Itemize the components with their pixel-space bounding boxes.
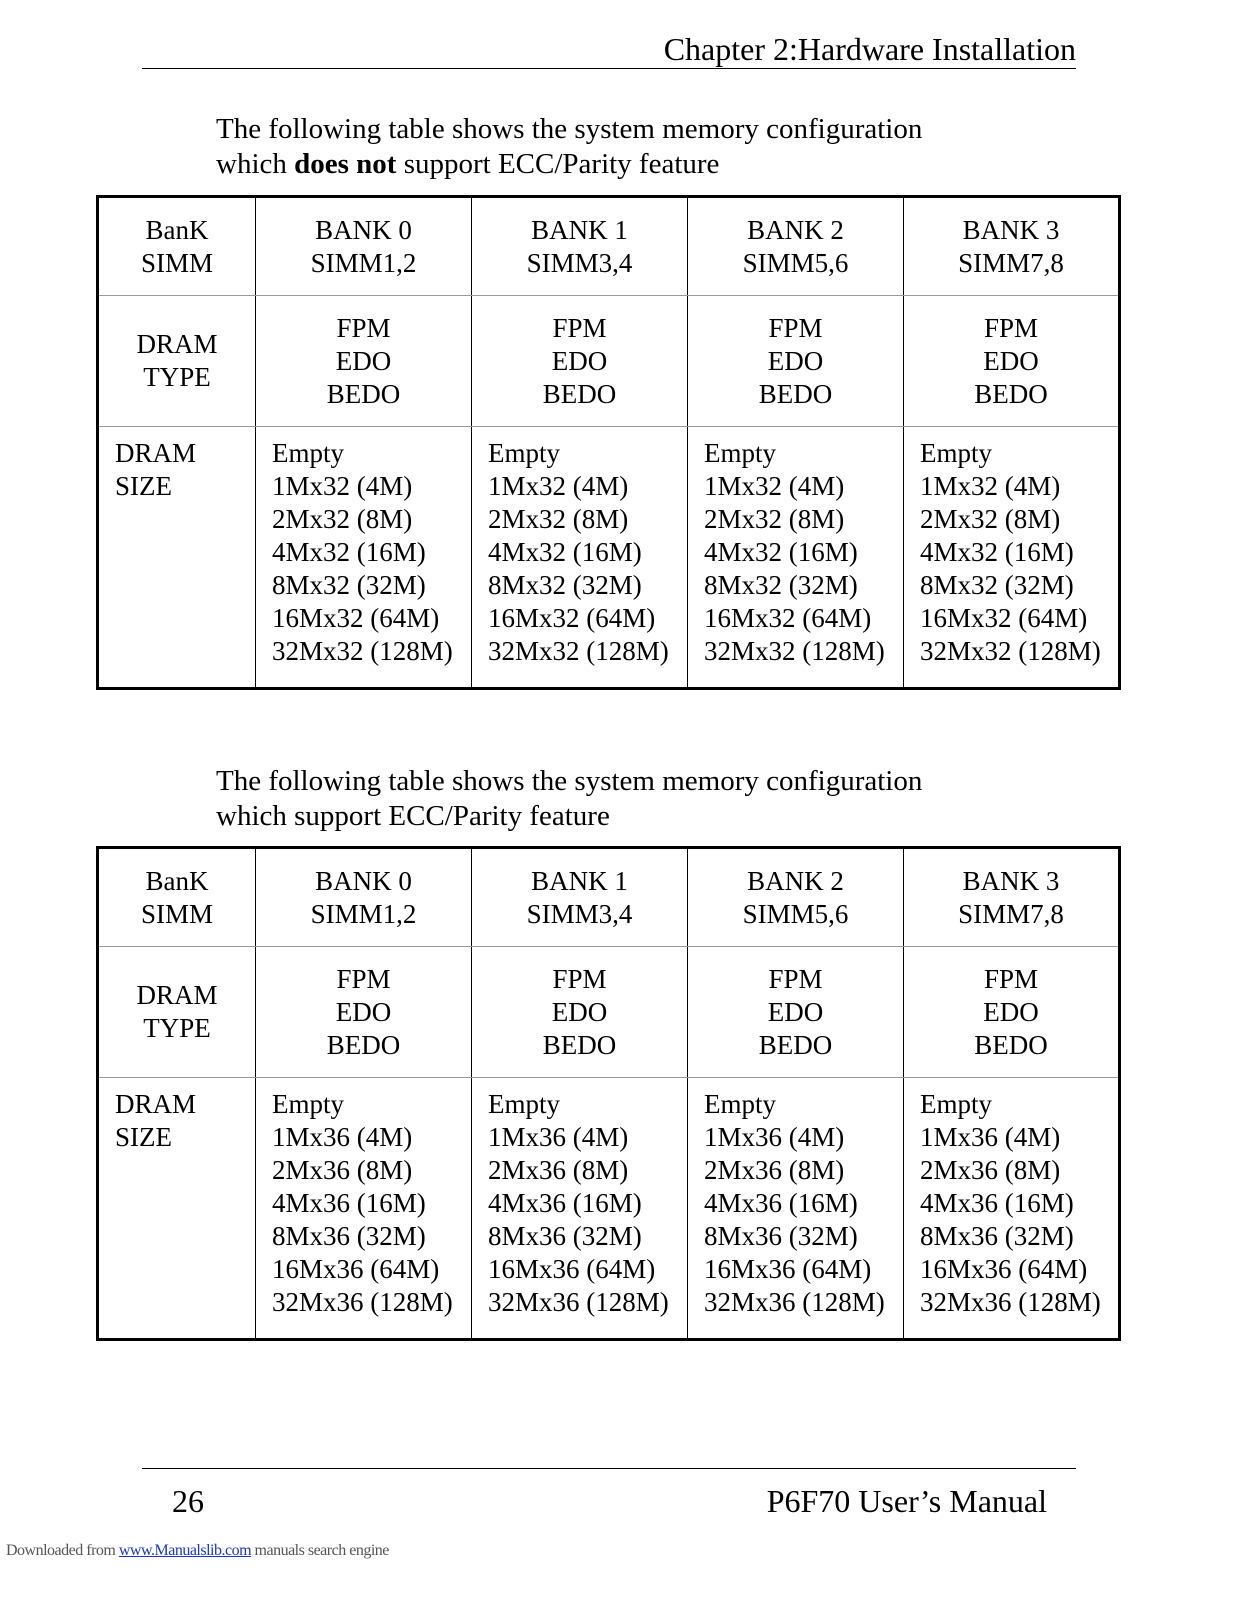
dram-type: BEDO [974, 378, 1048, 409]
dram-size: 16Mx36 (64M) [704, 1254, 872, 1284]
dram-size: 4Mx32 (16M) [704, 537, 858, 567]
intro-line-2-post: support ECC/Parity feature [396, 148, 720, 180]
page-footer-rule [142, 1468, 1076, 1469]
dram-type-cell [688, 296, 904, 427]
dram-size: 1Mx36 (4M) [920, 1122, 1061, 1152]
dram-size: 8Mx36 (32M) [704, 1221, 858, 1251]
dram-size: Empty [488, 438, 560, 468]
dram-size: 16Mx32 (64M) [704, 603, 872, 633]
dram-size: 2Mx36 (8M) [488, 1155, 629, 1185]
source-attribution [6, 1541, 389, 1561]
dram-size: 2Mx32 (8M) [704, 504, 845, 534]
dram-size: 2Mx36 (8M) [704, 1155, 845, 1185]
source-suffix: manuals search engine [251, 1542, 389, 1559]
dram-type-cell [256, 947, 472, 1078]
dram-type: BEDO [326, 378, 401, 409]
dram-size: 16Mx36 (64M) [272, 1254, 440, 1284]
dram-type-cell [472, 947, 688, 1078]
dram-size-cell [904, 427, 1120, 689]
dram-size: 4Mx36 (16M) [272, 1188, 426, 1218]
intro-line-2 [216, 147, 922, 182]
dram-type: BEDO [542, 378, 617, 409]
dram-size: 4Mx36 (16M) [704, 1188, 858, 1218]
intro-line-1: The following table shows the system memory configuration [216, 765, 923, 797]
table-row-bank [98, 848, 1120, 947]
row-label-dram-size: DRAM SIZE [98, 427, 256, 689]
dram-size: 2Mx32 (8M) [488, 504, 629, 534]
intro-line-2-bold: does not [294, 148, 397, 180]
dram-size: 8Mx36 (32M) [488, 1221, 642, 1251]
bank-header-cell [688, 197, 904, 296]
dram-size: 4Mx36 (16M) [920, 1188, 1074, 1218]
dram-size: 32Mx32 (128M) [920, 636, 1101, 666]
dram-type: EDO [551, 345, 608, 376]
dram-type: BEDO [974, 1029, 1048, 1060]
bank-name: BANK 3 [962, 214, 1060, 245]
dram-size: 1Mx32 (4M) [920, 471, 1061, 501]
dram-size: Empty [704, 1089, 776, 1119]
dram-size: 8Mx36 (32M) [272, 1221, 426, 1251]
intro-line-2-pre: which [216, 148, 295, 180]
source-link[interactable]: www.Manualslib.com [118, 1542, 252, 1559]
bank-header-cell [688, 848, 904, 947]
dram-size: Empty [488, 1089, 560, 1119]
dram-type: FPM [983, 312, 1039, 343]
source-prefix: Downloaded from [6, 1542, 119, 1559]
bank-name: BANK 2 [747, 214, 844, 245]
bank-header-cell [472, 848, 688, 947]
table-row-bank [98, 197, 1120, 296]
dram-size-cell [688, 427, 904, 689]
dram-size: 1Mx36 (4M) [488, 1122, 629, 1152]
dram-size-cell [904, 1078, 1120, 1340]
table-row-dram-size [98, 427, 1120, 689]
dram-size: 32Mx36 (128M) [920, 1287, 1101, 1317]
bank-header-cell [472, 197, 688, 296]
dram-type: FPM [336, 963, 391, 994]
dram-size-cell [256, 1078, 472, 1340]
dram-size: 16Mx36 (64M) [920, 1254, 1088, 1284]
dram-type: FPM [552, 312, 607, 343]
dram-type-cell [904, 296, 1120, 427]
dram-type-cell [472, 296, 688, 427]
dram-type: BEDO [542, 1029, 617, 1060]
manual-title: P6F70 User’s Manual [766, 1483, 1047, 1519]
memory-table-ecc [96, 846, 1121, 1341]
dram-size: 2Mx32 (8M) [920, 504, 1061, 534]
dram-type: EDO [335, 996, 392, 1027]
page-header [142, 30, 1076, 69]
dram-size: 32Mx32 (128M) [488, 636, 669, 666]
bank-name: BANK 1 [531, 865, 628, 896]
dram-size: 32Mx36 (128M) [488, 1287, 669, 1317]
dram-type: EDO [983, 996, 1039, 1027]
dram-size: Empty [272, 438, 344, 468]
simm-slots: SIMM1,2 [310, 247, 417, 278]
dram-size: 8Mx36 (32M) [920, 1221, 1074, 1251]
dram-type: EDO [551, 996, 608, 1027]
memory-table-no-ecc [96, 195, 1121, 690]
dram-type: EDO [767, 996, 824, 1027]
dram-size: 2Mx36 (8M) [272, 1155, 413, 1185]
bank-name: BANK 1 [531, 214, 628, 245]
simm-slots: SIMM5,6 [742, 247, 849, 278]
table-row-dram-type [98, 296, 1120, 427]
intro-line-1: The following table shows the system memory configuration [216, 113, 923, 145]
dram-size: Empty [272, 1089, 344, 1119]
dram-type: BEDO [758, 378, 833, 409]
dram-size: 32Mx32 (128M) [704, 636, 885, 666]
dram-type: FPM [336, 312, 391, 343]
dram-size: Empty [704, 438, 776, 468]
bank-name: BANK 3 [962, 865, 1060, 896]
simm-slots: SIMM7,8 [958, 898, 1064, 929]
dram-size: 16Mx32 (64M) [488, 603, 656, 633]
dram-size-cell [688, 1078, 904, 1340]
dram-size: 32Mx36 (128M) [272, 1287, 453, 1317]
dram-size-cell [472, 427, 688, 689]
dram-size: 8Mx32 (32M) [704, 570, 858, 600]
row-label-bank: BanK SIMM [98, 197, 256, 296]
dram-type: EDO [335, 345, 392, 376]
bank-name: BANK 0 [315, 214, 412, 245]
dram-size: 4Mx32 (16M) [488, 537, 642, 567]
row-label-dram-size: DRAM SIZE [98, 1078, 256, 1340]
dram-type: BEDO [326, 1029, 401, 1060]
bank-name: BANK 0 [315, 865, 412, 896]
dram-type: FPM [768, 312, 823, 343]
dram-size: 16Mx32 (64M) [272, 603, 440, 633]
row-label-dram-type: DRAM TYPE [98, 296, 256, 427]
table-row-dram-type [98, 947, 1120, 1078]
dram-size: 1Mx32 (4M) [272, 471, 413, 501]
intro-text-no-ecc [216, 112, 922, 182]
dram-size-cell [472, 1078, 688, 1340]
dram-size: 32Mx36 (128M) [704, 1287, 885, 1317]
dram-type: FPM [768, 963, 823, 994]
dram-size-cell [256, 427, 472, 689]
dram-size: 8Mx32 (32M) [488, 570, 642, 600]
row-label-bank: BanK SIMM [98, 848, 256, 947]
dram-size: 4Mx32 (16M) [272, 537, 426, 567]
dram-type-cell [688, 947, 904, 1078]
simm-slots: SIMM3,4 [526, 247, 633, 278]
simm-slots: SIMM5,6 [742, 898, 849, 929]
bank-name: BANK 2 [747, 865, 844, 896]
dram-size: 1Mx32 (4M) [704, 471, 845, 501]
dram-size: 16Mx36 (64M) [488, 1254, 656, 1284]
row-label-dram-type: DRAM TYPE [98, 947, 256, 1078]
simm-slots: SIMM3,4 [526, 898, 633, 929]
dram-size: 1Mx36 (4M) [704, 1122, 845, 1152]
dram-type: BEDO [758, 1029, 833, 1060]
dram-type: FPM [983, 963, 1039, 994]
simm-slots: SIMM1,2 [310, 898, 417, 929]
simm-slots: SIMM7,8 [958, 247, 1064, 278]
dram-size: 8Mx32 (32M) [920, 570, 1074, 600]
dram-size: 4Mx36 (16M) [488, 1188, 642, 1218]
dram-size: 16Mx32 (64M) [920, 603, 1088, 633]
dram-size: Empty [920, 438, 992, 468]
dram-size: Empty [920, 1089, 992, 1119]
table-row-dram-size [98, 1078, 1120, 1340]
dram-type-cell [904, 947, 1120, 1078]
page-number: 26 [172, 1483, 204, 1519]
dram-size: 2Mx32 (8M) [272, 504, 413, 534]
dram-size: 1Mx32 (4M) [488, 471, 629, 501]
dram-size: 4Mx32 (16M) [920, 537, 1074, 567]
intro-text-ecc [216, 764, 922, 834]
bank-header-cell [904, 197, 1120, 296]
bank-header-cell [904, 848, 1120, 947]
dram-size: 8Mx32 (32M) [272, 570, 426, 600]
dram-type: EDO [767, 345, 824, 376]
dram-type: FPM [552, 963, 607, 994]
chapter-title: Chapter 2:Hardware Installation [663, 31, 1076, 67]
bank-header-cell [256, 848, 472, 947]
dram-type: EDO [983, 345, 1039, 376]
intro-line-2: which support ECC/Parity feature [216, 800, 610, 832]
dram-size: 2Mx36 (8M) [920, 1155, 1061, 1185]
bank-header-cell [256, 197, 472, 296]
dram-type-cell [256, 296, 472, 427]
dram-size: 32Mx32 (128M) [272, 636, 453, 666]
dram-size: 1Mx36 (4M) [272, 1122, 413, 1152]
